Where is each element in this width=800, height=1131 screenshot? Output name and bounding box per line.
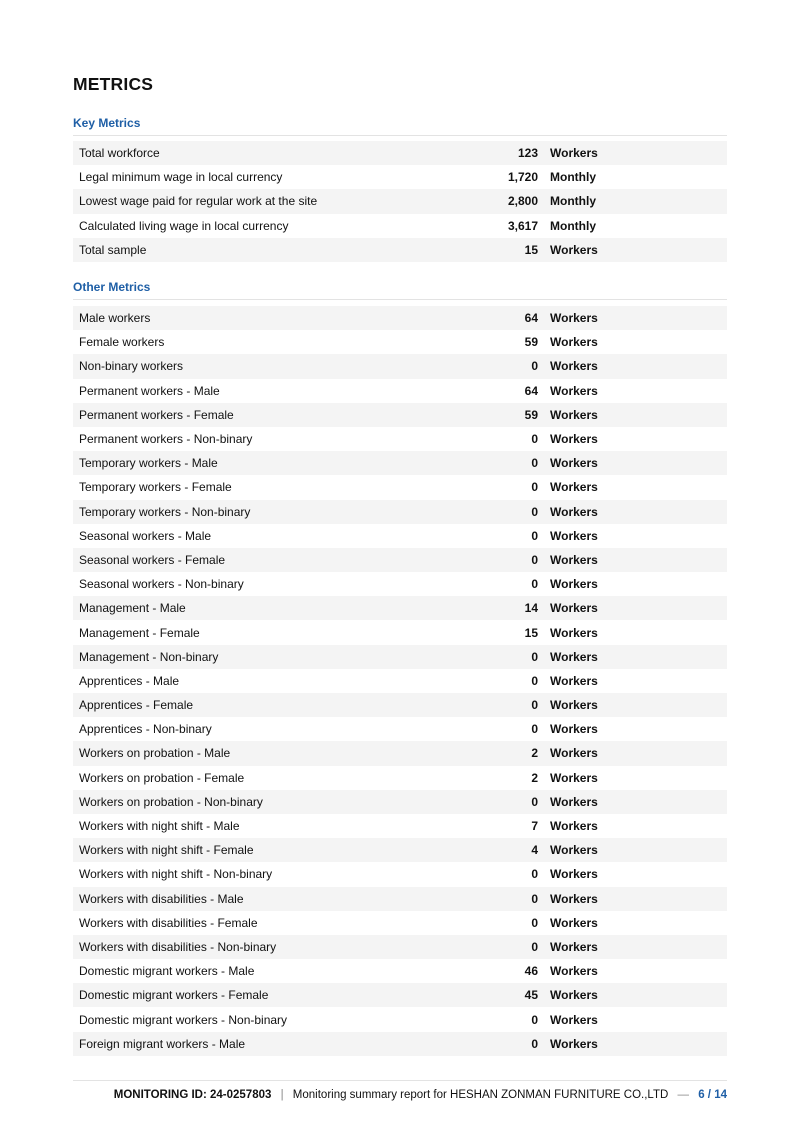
report-description: Monitoring summary report for HESHAN ZONMAN FURNITURE CO.,LTD [292,1089,669,1101]
metric-label: Seasonal workers - Female [79,552,226,567]
metric-value: 46 [524,964,538,979]
metric-label: Permanent workers - Male [79,383,220,398]
metric-value: 4 [531,843,538,858]
table-row [73,214,727,238]
metric-label: Temporary workers - Non-binary [79,504,251,519]
table-row [73,887,727,911]
metric-unit: Workers [550,673,598,688]
metric-label: Temporary workers - Male [79,456,218,471]
metric-unit: Workers [550,746,598,761]
metric-value: 2,800 [507,194,538,209]
metric-value: 59 [524,407,538,422]
metric-label: Male workers [79,311,151,326]
metric-unit: Workers [550,504,598,519]
metric-label: Seasonal workers - Male [79,528,212,543]
metric-value: 123 [517,146,538,161]
metric-unit: Workers [550,456,598,471]
table-row [73,717,727,741]
metric-unit: Workers [550,649,598,664]
table-row [73,983,727,1007]
metric-unit: Workers [550,432,598,447]
metric-value: 0 [531,1012,538,1027]
metric-label: Workers with disabilities - Female [79,915,258,930]
table-row [73,766,727,790]
metric-unit: Workers [550,146,598,161]
table-row [73,620,727,644]
metric-value: 0 [531,359,538,374]
table-row [73,596,727,620]
table-row [73,141,727,165]
metric-label: Foreign migrant workers - Male [79,1036,246,1051]
metric-label: Temporary workers - Female [79,480,232,495]
metric-value: 0 [531,698,538,713]
metric-unit: Workers [550,1036,598,1051]
metric-value: 0 [531,915,538,930]
metric-label: Seasonal workers - Non-binary [79,577,244,592]
metric-label: Management - Non-binary [79,649,219,664]
metric-value: 3,617 [507,218,538,233]
metric-unit: Workers [550,311,598,326]
table-row [73,330,727,354]
metric-unit: Workers [550,867,598,882]
metric-label: Workers with night shift - Male [79,819,240,834]
metric-unit: Workers [550,988,598,1003]
table-row [73,189,727,213]
metric-unit: Workers [550,843,598,858]
metric-value: 0 [531,504,538,519]
metric-label: Management - Female [79,625,200,640]
table-row [73,427,727,451]
table-row [73,572,727,596]
metric-value: 0 [531,649,538,664]
metric-label: Workers with night shift - Non-binary [79,867,273,882]
metric-unit: Workers [550,242,598,257]
table-row [73,790,727,814]
metric-unit: Workers [550,891,598,906]
metric-unit: Workers [550,383,598,398]
metric-unit: Workers [550,964,598,979]
metric-label: Workers on probation - Female [79,770,245,785]
metric-label: Female workers [79,335,165,350]
page-title: METRICS [73,74,154,94]
metric-value: 15 [524,242,538,257]
metric-value: 0 [531,891,538,906]
metric-label: Management - Male [79,601,186,616]
table-row [73,693,727,717]
other-metrics-heading: Other Metrics [73,280,727,300]
page-number: 6 / 14 [698,1089,727,1101]
table-row [73,669,727,693]
metric-value: 0 [531,673,538,688]
metric-label: Apprentices - Female [79,698,194,713]
table-row [73,838,727,862]
metric-unit: Workers [550,794,598,809]
metric-unit: Workers [550,819,598,834]
metric-label: Permanent workers - Female [79,407,234,422]
metric-label: Domestic migrant workers - Female [79,988,269,1003]
metric-value: 0 [531,456,538,471]
table-row [73,403,727,427]
metric-unit: Workers [550,359,598,374]
page-footer [73,1080,727,1101]
metric-unit: Workers [550,722,598,737]
other-metrics-table [73,306,727,1056]
metric-value: 59 [524,335,538,350]
metric-value: 0 [531,480,538,495]
table-row [73,306,727,330]
metric-label: Domestic migrant workers - Male [79,964,255,979]
table-row [73,524,727,548]
metric-value: 0 [531,939,538,954]
metric-unit: Workers [550,552,598,567]
key-metrics-heading: Key Metrics [73,116,727,136]
metric-label: Total sample [79,242,147,257]
metric-unit: Workers [550,770,598,785]
metric-value: 0 [531,432,538,447]
metric-label: Legal minimum wage in local currency [79,170,283,185]
metric-unit: Workers [550,407,598,422]
table-row [73,165,727,189]
table-row [73,741,727,765]
table-row [73,862,727,886]
metric-value: 0 [531,577,538,592]
table-row [73,500,727,524]
metric-unit: Monthly [550,194,596,209]
table-row [73,645,727,669]
metric-value: 0 [531,528,538,543]
monitoring-id: MONITORING ID: 24-0257803 [113,1089,272,1101]
metric-value: 0 [531,794,538,809]
table-row [73,354,727,378]
table-row [73,379,727,403]
metric-unit: Workers [550,698,598,713]
table-row [73,1007,727,1031]
metric-unit: Workers [550,528,598,543]
footer-separator: | [280,1089,284,1101]
metric-label: Workers with disabilities - Non-binary [79,939,277,954]
metric-label: Non-binary workers [79,359,184,374]
metric-label: Domestic migrant workers - Non-binary [79,1012,288,1027]
metric-label: Lowest wage paid for regular work at the site [79,194,318,209]
metric-value: 64 [524,311,538,326]
metric-label: Workers on probation - Non-binary [79,794,263,809]
metric-label: Permanent workers - Non-binary [79,432,253,447]
metric-value: 45 [524,988,538,1003]
metric-label: Apprentices - Non-binary [79,722,212,737]
metric-value: 64 [524,383,538,398]
metric-value: 0 [531,722,538,737]
table-row [73,451,727,475]
metric-value: 0 [531,867,538,882]
metric-unit: Monthly [550,170,596,185]
table-row [73,814,727,838]
metric-label: Apprentices - Male [79,673,180,688]
metric-unit: Workers [550,577,598,592]
metric-unit: Monthly [550,218,596,233]
metric-unit: Workers [550,601,598,616]
metric-value: 0 [531,1036,538,1051]
table-row [73,548,727,572]
metric-unit: Workers [550,915,598,930]
table-row [73,911,727,935]
table-row [73,1032,727,1056]
metric-value: 15 [524,625,538,640]
metric-value: 7 [531,819,538,834]
footer-dash: — [677,1089,690,1101]
metric-unit: Workers [550,335,598,350]
table-row [73,935,727,959]
table-row [73,238,727,262]
metric-unit: Workers [550,939,598,954]
metric-unit: Workers [550,625,598,640]
table-row [73,475,727,499]
metric-value: 2 [531,770,538,785]
metric-label: Calculated living wage in local currency [79,218,289,233]
metric-unit: Workers [550,1012,598,1027]
key-metrics-table [73,141,727,262]
metric-unit: Workers [550,480,598,495]
metric-label: Total workforce [79,146,160,161]
metric-value: 14 [524,601,538,616]
metric-value: 0 [531,552,538,567]
table-row [73,959,727,983]
metric-label: Workers with night shift - Female [79,843,254,858]
metric-label: Workers with disabilities - Male [79,891,244,906]
metric-label: Workers on probation - Male [79,746,231,761]
metric-value: 2 [531,746,538,761]
metric-value: 1,720 [507,170,538,185]
